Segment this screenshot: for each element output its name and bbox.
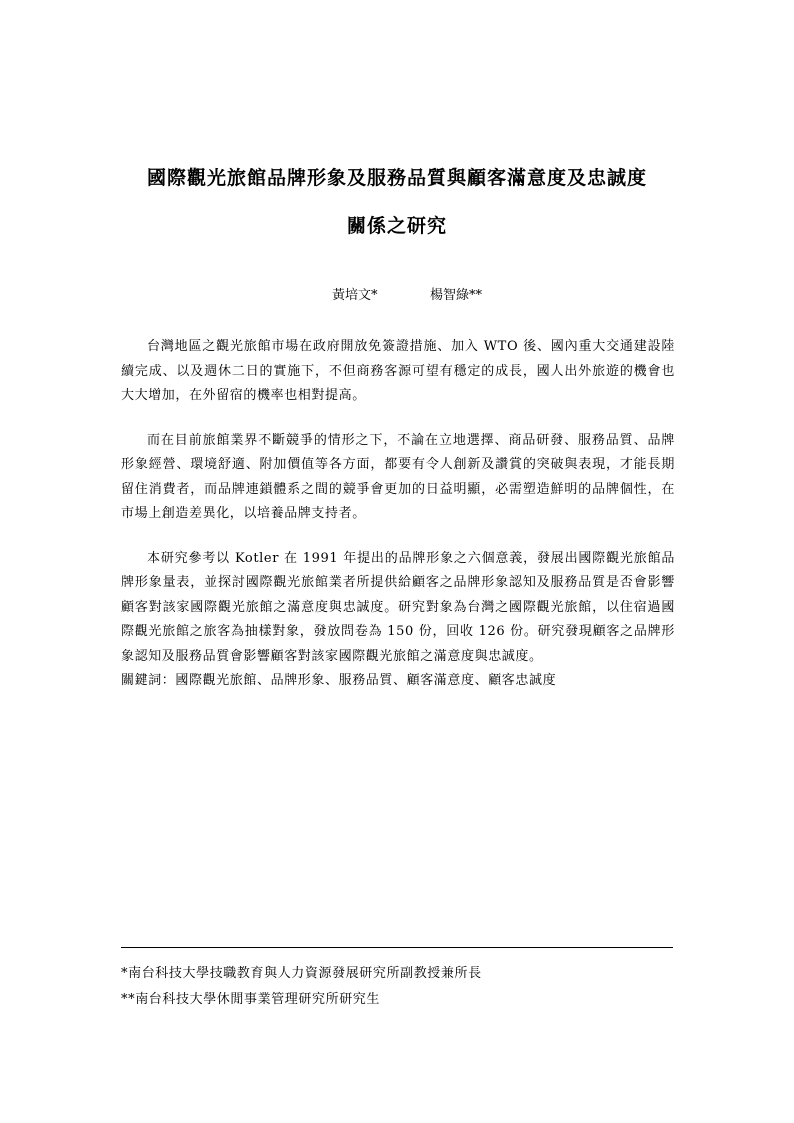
footnote-2: **南台科技大學休閒事業管理研究所研究生	[121, 992, 381, 1007]
abstract	[121, 335, 675, 694]
keywords-values: 國際觀光旅館、品牌形象、服務品質、顧客滿意度、顧客忠誠度	[175, 673, 557, 688]
footnotes	[121, 961, 681, 1013]
author-1: 黃培文*	[332, 288, 378, 303]
paper-title-line-2: 關係之研究	[346, 215, 447, 237]
author-2: 楊智綠**	[430, 288, 483, 303]
abstract-paragraph-3: 本研究參考以 Kotler 在 1991 年提出的品牌形象之六個意義，發展出國際觀光旅館品牌形象量表，並探討國際觀光旅館業者所提供給顧客之品牌形象認知及服務品質是否會影響顧客對該家國際觀光旅館之滿意度與忠誠度。研究對象為台灣之國際觀光旅館，以住宿過國際觀光旅館之旅客為抽樣對象，發放問卷為 150 份，回收 126 份。研究發現顧客之品牌形象認知及服務品質會影響顧客對該家國際觀光旅館之滿意度與忠誠度。	[121, 550, 675, 664]
abstract-paragraph-2: 而在目前旅館業界不斷競爭的情形之下，不論在立地選擇、商品研發、服務品質、品牌形象經營、環境舒適、附加價值等各方面，都要有令人創新及讚賞的突破與表現，才能長期留住消費者，而品牌連鎖體系之間的競爭會更加的日益明顯，必需塑造鮮明的品牌個性，在市場上創造差異化，以培養品牌支持者。	[121, 432, 675, 521]
abstract-paragraph-1: 台灣地區之觀光旅館市場在政府開放免簽證措施、加入 WTO 後、國內重大交通建設陸續完成、以及週休二日的實施下，不但商務客源可望有穩定的成長，國人出外旅遊的機會也大大增加，在外留宿的機率也相對提高。	[121, 339, 675, 403]
paper-title-line-1: 國際觀光旅館品牌形象及服務品質與顧客滿意度及忠誠度	[146, 167, 647, 189]
keywords-label: 關鍵詞：	[121, 673, 176, 688]
footnote-divider	[121, 947, 673, 948]
footnote-1: *南台科技大學技職教育與人力資源發展研究所副教授兼所長	[121, 966, 482, 981]
keywords-line	[121, 669, 675, 694]
